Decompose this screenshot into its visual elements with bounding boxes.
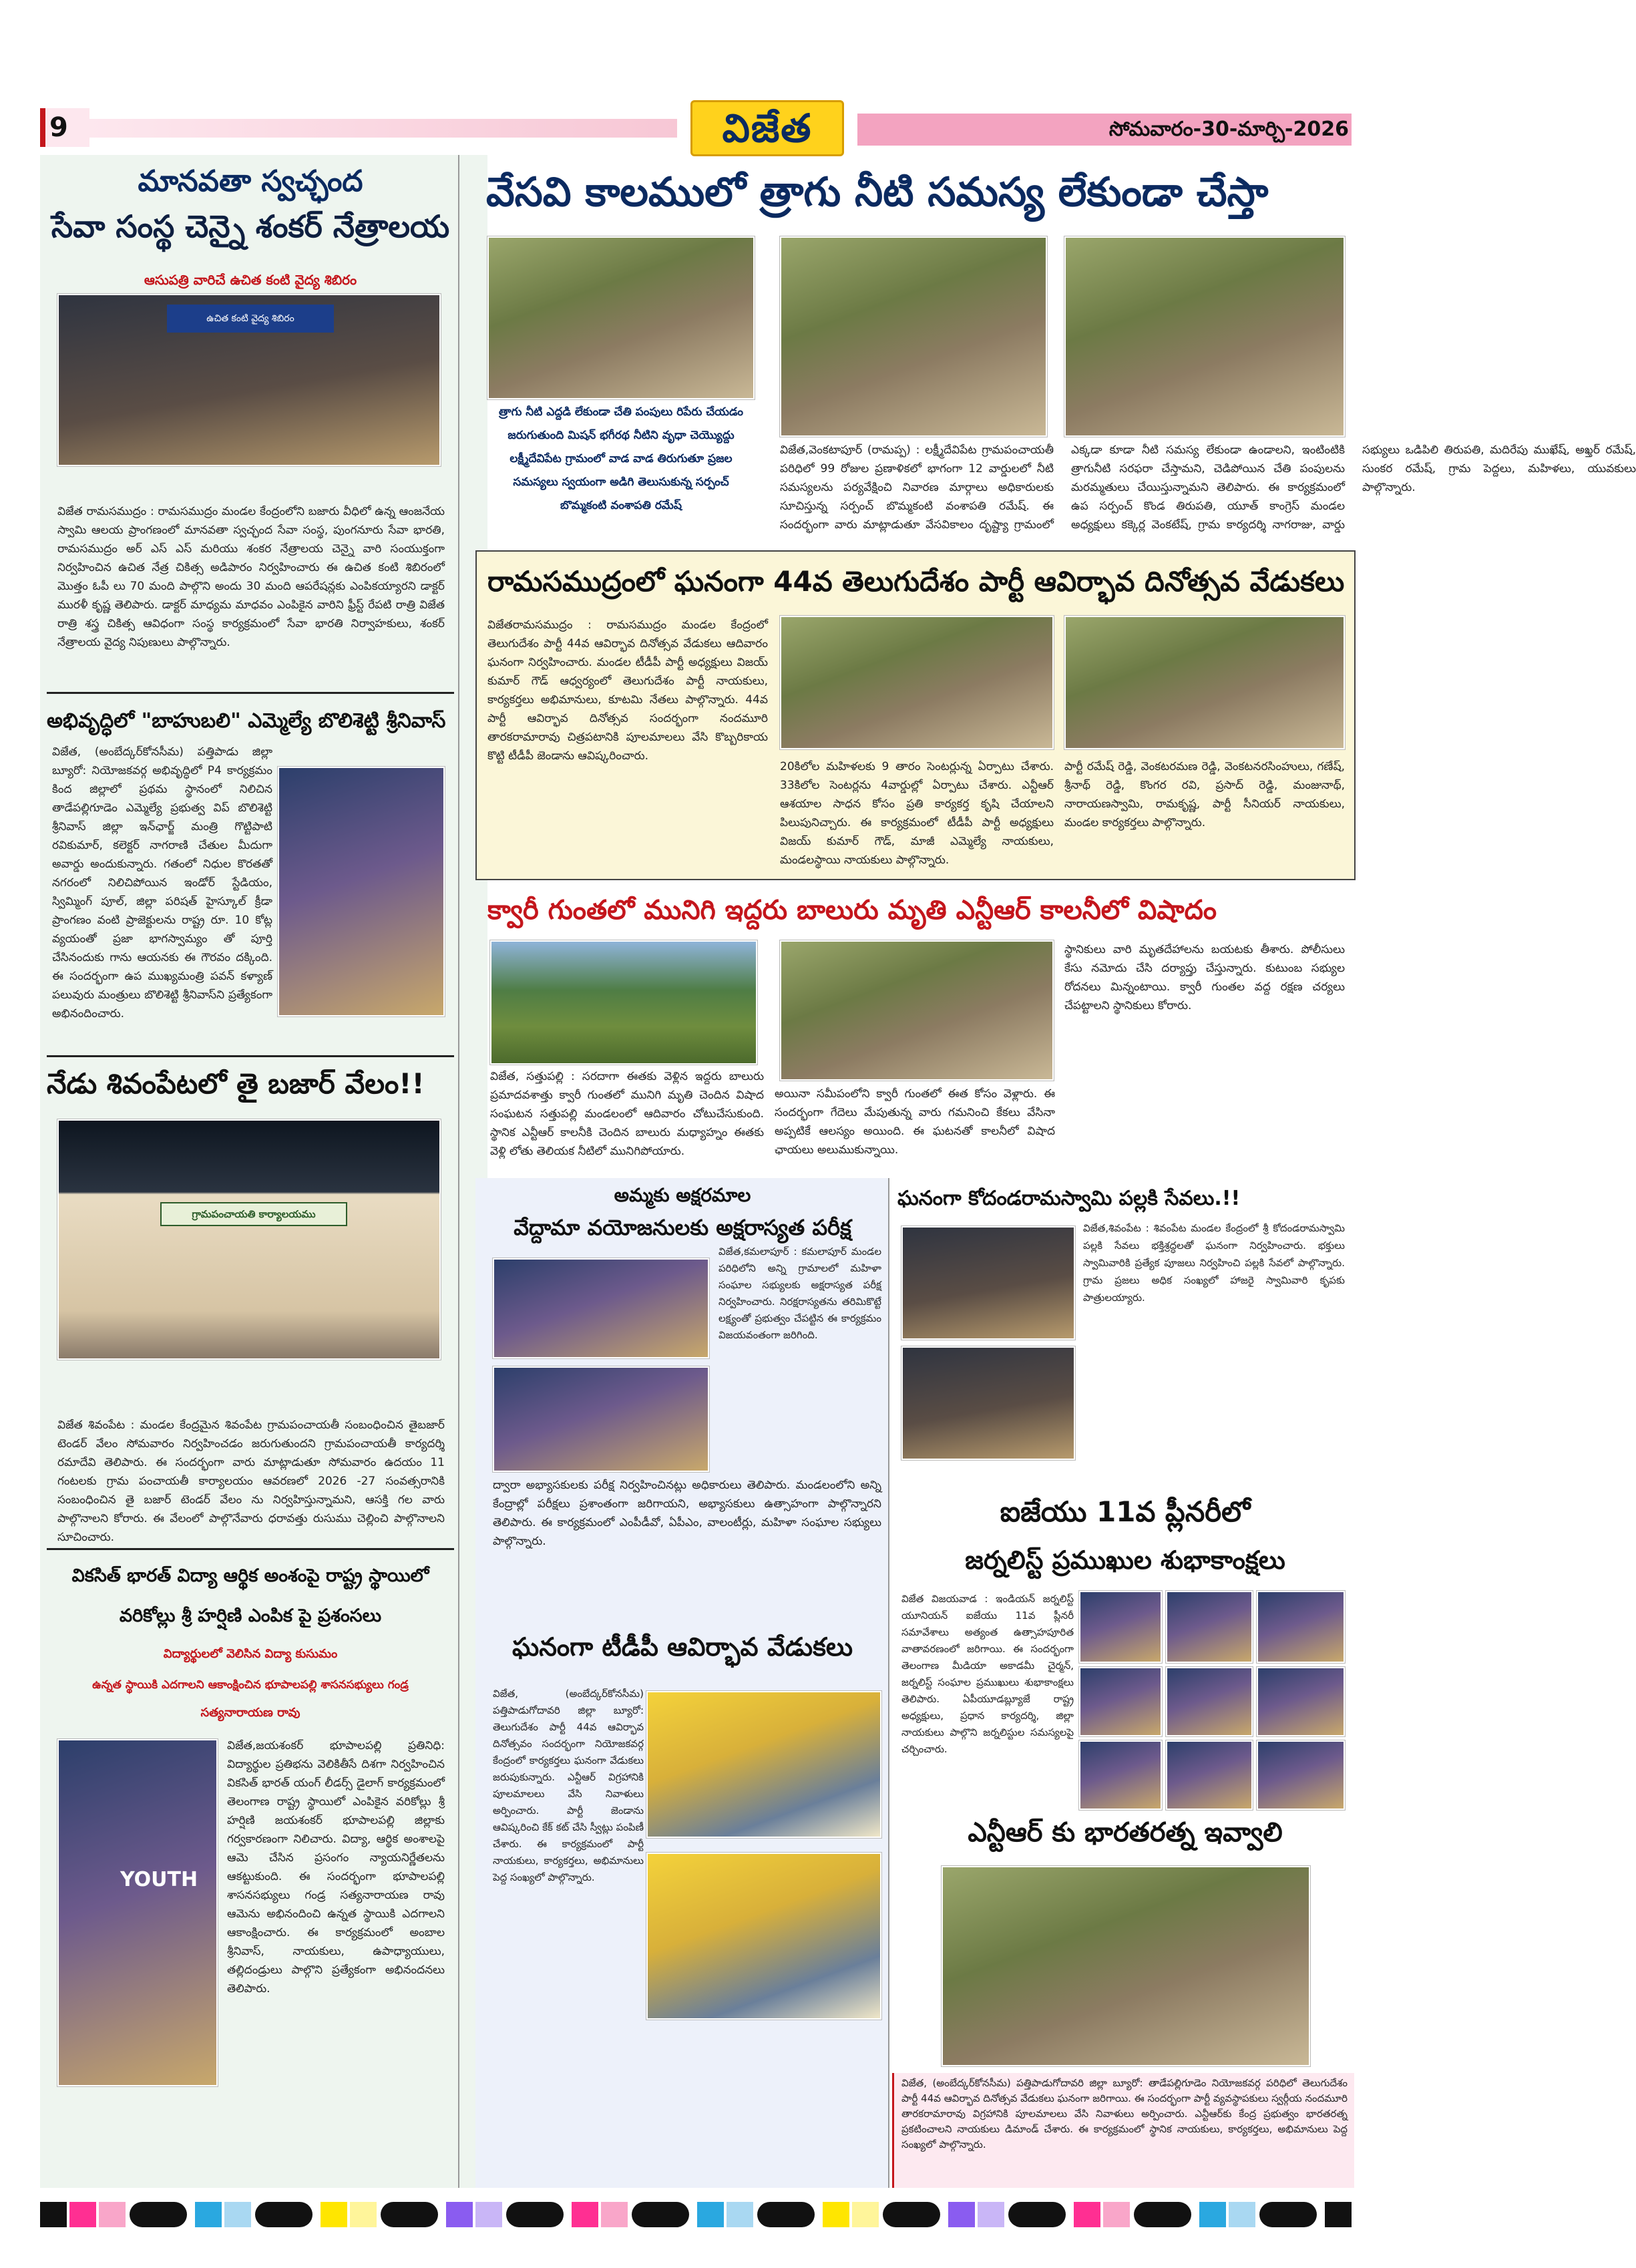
print-swatch-24 xyxy=(978,2202,1004,2227)
tdp-celebration-photo-1 xyxy=(646,1691,881,1838)
story-2-body-1: విజేతరామసముద్రం : రామసముద్రం మండల కేంద్రంలో తెలుగుదేశం పార్టీ 44వ ఆవిర్భావ దినోత్సవ వేడుకలు ఆదివారం ఘనంగా నిర్వహించారు. మండల టీడీపీ పార్టీ అధ్యక్షులు విజయ్ కుమార్ గౌడ్ ఆధ్వర్యంలో తెలుగుదేశం పార్టీ నాయకులు, కార్యకర్తలు అభిమానులు, కూటమి నేతలు పాల్గొన్నారు. 44వ పార్టీ ఆవిర్భావ దినోత్సవ సందర్భంగా నందమూరి తారకరామారావు చిత్రపటానికి పూలమాలలు వేసి కొబ్బరికాయ కొట్టి టీడీపీ జెండాను ఆవిష్కరించారు. xyxy=(487,618,768,763)
palanquin-title: ఘనంగా కోదండరామస్వామి పల్లకి సేవలు.!! xyxy=(897,1187,1241,1210)
print-swatch-17 xyxy=(697,2202,724,2227)
story-1-title: వేసవి కాలములో త్రాగు నీటి సమస్య లేకుండా చేస్తా xyxy=(486,169,1269,216)
plenary-title-line-1: ఐజేయు 11వ ప్లీనరీలో xyxy=(1000,1495,1251,1528)
article-4-title-line-1: వికసిత్ భారత్ విద్యా ఆర్థిక అంశంపై రాష్ట్ర స్థాయిలో xyxy=(71,1565,429,1586)
print-swatch-10 xyxy=(381,2202,438,2227)
print-swatch-14 xyxy=(572,2202,598,2227)
header-left-bar xyxy=(89,119,677,138)
youth-poster-label: YOUTH xyxy=(120,1868,198,1891)
quarry-pond-photo xyxy=(490,940,757,1065)
article-4-body: విజేత,జయశంకర్ భూపాలపల్లి ప్రతినిధి: విద్యార్థుల ప్రతిభను వెలికితీసే దిశగా నిర్వహించిన వికసిత్ భారత్ యంగ్ లీడర్స్ డైలాగ్ కార్యక్రమంలో తెలంగాణ రాష్ట్ర స్థాయిలో ఎంపికైన వరికోల్లు శ్రీ హర్షిణి జయశంకర్ భూపాలపల్లి జిల్లాకు గర్వకారణంగా నిలిచారు. విద్యా, ఆర్థిక అంశాలపై ఆమె చేసిన ప్రసంగం న్యాయనిర్ణేతలను ఆకట్టుకుంది. ఈ సందర్భంగా భూపాలపల్లి శాసనసభ్యులు గండ్ర సత్యనారాయణ రావు ఆమెను అభినందించి ఉన్నత స్థాయికి ఎదగాలని ఆకాంక్షించారు. ఈ కార్యక్రమంలో అంబాల శ్రీనివాస్, నాయకులు, ఉపాధ్యాయులు, తల్లిదండ్రులు పాల్గొని ప్రత్యేకంగా అభినందనలు తెలిపారు. xyxy=(227,1739,445,1996)
story-1-body: విజేత,వెంకటాపూర్ (రామప్ప) : లక్ష్మీదేవిపేట గ్రామపంచాయతీ పరిధిలో 99 రోజుల ప్రణాళికలో భాగంగా 12 వార్డులలో నీటి సమస్యలను పర్యవేక్షించి నివారణ మార్గాలు అధికారులకు సూచిస్తున్న సర్పంచ్ బొమ్మకంటి వంశాపతి రమేష్. ఈ సందర్భంగా వారు మాట్లాడుతూ వేసవికాలం దృష్ట్యా గ్రామంలో ఎక్కడా కూడా నీటి సమస్య లేకుండా ఉండాలని, ఇంటింటికి త్రాగునీటి సరఫరా చేస్తామని, చెడిపోయిన చేతి పంపులను మరమ్మతులు చేయిస్తున్నామని తెలిపారు. ఈ కార్యక్రమంలో ఉప సర్పంచ్ కొండ తిరుపతి, యూత్ కాంగ్రెస్ మండల అధ్యక్షులు కక్కెర్ల వెంకటేష్, గ్రామ కార్యదర్శి నాగరాజు, వార్డు సభ్యులు ఒడిపిలి తిరుపతి, మదిరేపు ముఖేష్, అఖ్తర్ రమేష్, సుంకర రమేష్, గ్రామ పెద్దలు, మహిళలు, యువకులు పాల్గొన్నారు. xyxy=(780,443,1636,532)
tdp-celebration-body: విజేత, (అంబేద్కర్‌కోనసీమ) పత్తిపాడుగోదావరి జిల్లా బ్యూరో: తెలుగుదేశం పార్టీ 44వ ఆవిర్భావ దినోత్సవం సందర్భంగా నియోజకవర్గ కేంద్రంలో కార్యకర్తలు ఘనంగా వేడుకలు జరుపుకున్నారు. ఎన్టీఆర్ విగ్రహానికి పూలమాలలు వేసి నివాళులు అర్పించారు. పార్టీ జెండాను ఆవిష్కరించి కేక్ కట్ చేసి స్వీట్లు పంపిణీ చేశారు. ఈ కార్యక్రమంలో పార్టీ నాయకులు, కార్యకర్తలు, అభిమానులు పెద్ద సంఖ్యలో పాల్గొన్నారు. xyxy=(493,1688,644,1883)
plenary-photo-9 xyxy=(1257,1740,1345,1810)
mla-portrait-photo xyxy=(278,767,445,1016)
print-swatch-21 xyxy=(852,2202,879,2227)
article-2-title: అభివృద్ధిలో "బాహుబలి" ఎమ్మెల్యే బొలిశెట్టి శ్రీనివాస్ xyxy=(47,709,446,733)
print-swatch-23 xyxy=(948,2202,975,2227)
story-3-body-2: అయినా సమీపంలోని క్వారీ గుంతలో ఈత కోసం వెళ్లారు. ఈ సందర్భంగా గేదెలు మేపుతున్న వారు గమనించి కేకలు వేసినా అప్పటికే ఆలస్యం అయింది. ఈ ఘటనతో కాలనీలో విషాద ఛాయలు అలుముకున్నాయి. xyxy=(775,1087,1055,1157)
print-swatch-8 xyxy=(321,2202,347,2227)
date-text: సోమవారం-30-మార్చి-2026 xyxy=(1108,118,1349,141)
masthead-logo: విజేత xyxy=(722,106,813,151)
masthead-band xyxy=(0,0,1380,99)
story-3-body-1: విజేత, సత్తుపల్లి : సరదాగా ఈతకు వెళ్లిన ఇద్దరు బాలురు ప్రమాదవశాత్తు క్వారీ గుంతలో మునిగి మృతి చెందిన విషాద సంఘటన సత్తుపల్లి మండలంలో ఆదివారం చోటుచేసుకుంది. స్థానిక ఎన్టీఆర్ కాలనీకి చెందిన బాలురు మధ్యాహ్నం ఈతకు వెళ్లి లోతు తెలియక నీటిలో మునిగిపోయారు. xyxy=(490,1070,764,1158)
article-4-subtitle-3: సత్యనారాయణ రావు xyxy=(200,1706,300,1720)
article-1-body: విజేత రామసముద్రం : రామసముద్రం మండల కేంద్రంలోని బజారు వీధిలో ఉన్న ఆంజనేయ స్వామి ఆలయ ప్రాంగణంలో మానవతా స్వచ్ఛంద సేవా సంస్థ, పుంగనూరు సేవా భారతి, రామసముద్రం అర్ ఎస్ ఎస్ మరియు శంకర నేత్రాలయ చెన్నై వారి సంయుక్తంగా నిర్వహించిన ఉచిత నేత్ర చికిత్స అడిపారం నిర్వహించారు ఈ ఉచిత కంటి శిబిరంలో మొత్తం ఓపీ లు 70 మంది పాల్గొని అందు 30 మంది ఆపరేషన్లకు ఎంపికయ్యారని డాక్టర్ మురళీ కృష్ణ తెలిపారు. డాక్టర్ మాధ్యమ మాధవం ఎంపికైన వారిని ఫ్రీస్ట్ రేపటి రాత్రి విజేత రాత్రి శస్త్ర చికిత్స ఆవిధంగా సంస్థ కార్యక్రమంలో సేవా భారతి నిర్వాహకులు, శంకర్ నేత్రాలయ వైద్య నిపుణులు పాల్గొన్నారు. xyxy=(57,505,445,649)
plenary-photo-6 xyxy=(1257,1667,1345,1736)
print-swatch-12 xyxy=(475,2202,502,2227)
story-1-photo-1 xyxy=(487,236,755,399)
plenary-photo-5 xyxy=(1166,1667,1253,1736)
article-2-body: విజేత, (అంబేద్కర్‌కోనసీమ) పత్తిపాడు జిల్లా బ్యూరో: నియోజకవర్గ అభివృద్ధిలో P4 కార్యక్రమం కింద జిల్లాలో ప్రథమ స్థానంలో నిలిచిన తాడేపల్లిగూడెం ఎమ్మెల్యే ప్రభుత్వ విప్ బొలిశెట్టి శ్రీనివాస్ జిల్లా ఇన్‌ఛార్జ్ మంత్రి గొట్టిపాటి రవికుమార్, కలెక్టర్ నాగరాణి చేతుల మీదుగా అవార్డు అందుకున్నారు. గతంలో నిధుల కొరతతో నగరంలో నిలిచిపోయిన ఇండోర్ స్టేడియం, స్విమ్మింగ్ పూల్, జిల్లా పరిషత్ హైస్కూల్ క్రీడా ప్రాంగణం వంటి ప్రాజెక్టులను రాష్ట్ర రూ. 10 కోట్ల వ్యయంతో ప్రజా భాగస్వామ్యం తో పూర్తి చేసినందుకు గాను ఆయనకు ఈ గౌరవం దక్కింది. ఈ సందర్భంగా ఉప ముఖ్యమంత్రి పవన్ కళ్యాణ్ పలువురు మంత్రులు బొలిశెట్టి శ్రీనివాస్‌ని ప్రత్యేకంగా అభినందించారు. xyxy=(52,745,272,1020)
print-swatch-1 xyxy=(40,2202,67,2227)
print-swatch-20 xyxy=(823,2202,849,2227)
print-swatch-30 xyxy=(1229,2202,1255,2227)
article-4-title-line-2: వరికోల్లు శ్రీ హర్షిణి ఎంపిక పై ప్రశంసలు xyxy=(119,1605,382,1626)
literacy-photo-2 xyxy=(493,1366,709,1472)
article-3-body: విజేత శివంపేట : మండల కేంద్రమైన శివంపేట గ్రామపంచాయతీ సంబంధించిన తైబజార్ టెండర్ వేలం సోమవారం నిర్వహించడం జరుగుతుందని గ్రామపంచాయతీ కార్యదర్శి రమాదేవి తెలిపారు. ఈ సందర్భంగా వారు మాట్లాడుతూ సోమవారం ఉదయం 11 గంటలకు గ్రామ పంచాయతీ కార్యాలయం ఆవరణలో 2026 -27 సంవత్సరానికి సంబంధించిన తై బజార్ టెండర్ వేలం ను నిర్వహిస్తున్నామని, ఆసక్తి గల వారు పాల్గొనాలని కోరారు. ఈ వేలంలో పాల్గొనేవారు ధరావత్తు రుసుము చెల్లించి పాల్గొనాలని సూచించారు. xyxy=(57,1419,445,1544)
print-swatch-4 xyxy=(130,2202,187,2227)
article-1-subtitle: ఆసుపత్రి వారిచే ఉచిత కంటి వైద్య శిబిరం xyxy=(144,272,357,288)
plenary-photo-2 xyxy=(1166,1591,1253,1663)
bharat-ratna-title: ఎన్టీఆర్ కు భారతరత్న ఇవ్వాలి xyxy=(968,1817,1283,1848)
tdp-celebration-photo-2 xyxy=(646,1853,881,2020)
article-4-subtitle-1: విద్యార్థులలో వెలిసిన విద్యా కుసుమం xyxy=(163,1647,338,1661)
palanquin-photo-1 xyxy=(901,1226,1075,1340)
literacy-body-2: ద్వారా అభ్యాసకులకు పరీక్ష నిర్వహించినట్లు అధికారులు తెలిపారు. మండలంలోని అన్ని కేంద్రాల్లో పరీక్షలు ప్రశాంతంగా జరిగాయని, అభ్యాసకులు ఉత్సాహంగా పాల్గొన్నారని తెలిపారు. ఈ కార్యక్రమంలో ఎంపీడీవో, ఏపీఎం, వాలంటీర్లు, మహిళా సంఘాల సభ్యులు పాల్గొన్నారు. xyxy=(493,1479,881,1548)
story-2-body-2: 20కిలోల మహిళలకు 9 తారం సెంటర్లున్న ఏర్పాటు చేశారు. 33కిలోల సెంటర్లను 4వార్డుల్లో ఏర్పాటు చేశారు. ఎన్టీఆర్ ఆశయాల సాధన కోసం ప్రతి కార్యకర్త కృషి చేయాలని పిలుపునిచ్చారు. ఈ కార్యక్రమంలో టీడీపీ పార్టీ అధ్యక్షులు విజయ్ కుమార్ గౌడ్, మాజీ ఎమ్మెల్యే నాయకులు, మండలస్థాయి నాయకులు పాల్గొన్నారు. xyxy=(780,760,1054,867)
story-3-body-3: స్థానికులు వారి మృతదేహాలను బయటకు తీశారు. పోలీసులు కేసు నమోదు చేసి దర్యాప్తు చేస్తున్నారు. కుటుంబ సభ్యుల రోదనలు మిన్నంటాయి. క్వారీ గుంతల వద్ద రక్షణ చర్యలు చేపట్టాలని స్థానికులు కోరారు. xyxy=(1064,943,1345,1012)
literacy-title-line-2: వేద్దామా వయోజనులకు అక్షరాస్యత పరీక్ష xyxy=(514,1215,851,1240)
article-4-subtitle-2: ఉన్నత స్థాయికి ఎదగాలని ఆకాంక్షించిన భూపాలపల్లి శాసనసభ్యులు గండ్ర xyxy=(92,1678,409,1692)
panchayat-signboard: గ్రామపంచాయతి కార్యాలయము xyxy=(160,1202,347,1226)
print-swatch-13 xyxy=(506,2202,564,2227)
palanquin-body: విజేత,శివంపేట : శివంపేట మండల కేంద్రంలో శ్రీ కోదండరామస్వామి పల్లకి సేవలు భక్తిశ్రద్ధలతో ఘనంగా నిర్వహించారు. భక్తులు స్వామివారికి ప్రత్యేక పూజలు నిర్వహించి పల్లకి సేవలో పాల్గొన్నారు. గ్రామ ప్రజలు అధిక సంఖ్యలో హాజరై స్వామివారి కృపకు పాత్రులయ్యారు. xyxy=(1083,1222,1345,1304)
eye-camp-banner: ఉచిత కంటి వైద్య శిబిరం xyxy=(167,305,334,333)
plenary-body: విజేత విజయవాడ : ఇండియన్ జర్నలిస్ట్ యూనియన్ ఐజేయు 11వ ప్లీనరీ సమావేశాలు అత్యంత ఉత్సాహపూరిత వాతావరణంలో జరిగాయి. ఈ సందర్భంగా తెలంగాణ మీడియా అకాడమీ చైర్మన్, జర్నలిస్ట్ సంఘాల ప్రముఖులు శుభాకాంక్షలు తెలిపారు. ఏపీయూడబ్ల్యూజే రాష్ట్ర అధ్యక్షులు, ప్రధాన కార్యదర్శి, జిల్లా నాయకులు పాల్గొని జర్నలిస్టుల సమస్యలపై చర్చించారు. xyxy=(901,1593,1074,1755)
print-swatch-15 xyxy=(601,2202,628,2227)
literacy-photo-1 xyxy=(493,1258,709,1358)
column-divider xyxy=(458,155,459,2188)
print-swatch-25 xyxy=(1008,2202,1066,2227)
plenary-photo-1 xyxy=(1079,1591,1162,1663)
bharat-ratna-body: విజేత, (అంబేద్కర్‌కోనసీమ) పత్తిపాడుగోదావరి జిల్లా బ్యూరో: తాడేపల్లిగూడెం నియోజకవర్గ పరిధిలో తెలుగుదేశం పార్టీ 44వ ఆవిర్భావ దినోత్సవ వేడుకలు ఘనంగా జరిగాయి. ఈ సందర్భంగా పార్టీ వ్యవస్థాపకులు స్వర్గీయ నందమూరి తారకరామారావు విగ్రహానికి పూలమాలలు వేసి నివాళులు అర్పించారు. ఎన్టీఆర్‌కు కేంద్ర ప్రభుత్వం భారతరత్న ప్రకటించాలని నాయకులు డిమాండ్ చేశారు. ఈ కార్యక్రమంలో స్థానిక నాయకులు, కార్యకర్తలు, అభిమానులు పెద్ద సంఖ్యలో పాల్గొన్నారు. xyxy=(901,2077,1348,2150)
story-2-body-3: పార్టీ రమేష్ రెడ్డి, వెంకటరమణ రెడ్డి, వెంకటనరసింహులు, గణేష్, శ్రీనాథ్ రెడ్డి, కొంగర రవి, ప్రసాద్ రెడ్డి, మంజునాథ్, నారాయణస్వామి, రామకృష్ణ, పార్టీ సీనియర్ నాయకులు, మండల కార్యకర్తలు పాల్గొన్నారు. xyxy=(1064,760,1345,829)
print-swatch-18 xyxy=(727,2202,753,2227)
print-swatch-26 xyxy=(1074,2202,1100,2227)
story-1-photo-3 xyxy=(1064,236,1345,437)
plenary-photo-7 xyxy=(1079,1740,1162,1810)
ambulance-photo xyxy=(780,940,1054,1081)
literacy-body-1: విజేత,కమలాపూర్ : కమలాపూర్ మండల పరిధిలోని అన్ని గ్రామాలలో మహిళా సంఘాల సభ్యులకు అక్షరాస్యత పరీక్ష నిర్వహించారు. నిరక్షరాస్యతను తరిమికొట్టే లక్ష్యంతో ప్రభుత్వం చేపట్టిన ఈ కార్యక్రమం విజయవంతంగా జరిగింది. xyxy=(719,1246,881,1341)
print-swatch-6 xyxy=(224,2202,251,2227)
print-swatch-28 xyxy=(1134,2202,1191,2227)
print-swatch-29 xyxy=(1199,2202,1226,2227)
print-swatch-11 xyxy=(446,2202,473,2227)
story-1-caption: త్రాగు నీటి ఎద్దడి లేకుండా చేతి పంపులు రిపేరు చేయడం జరుగుతుంది మిషన్ భగీరథ నీటిని వృధా చెయ్యొద్దు లక్ష్మీదేవిపేట గ్రామంలో వాడ వాడ తిరుగుతూ ప్రజల సమస్యలు స్వయంగా అడిగి తెలుసుకున్న సర్పంచ్ బొమ్మకంటి వంశాపతి రమేష్ xyxy=(499,405,743,512)
article-1-title-line-1: మానవతా స్వచ్ఛంద xyxy=(138,164,363,198)
print-swatch-27 xyxy=(1103,2202,1130,2227)
left-rule-2 xyxy=(47,1055,454,1057)
ntr-statue-photo xyxy=(942,1866,1310,2066)
article-3-title: నేడు శివంపేటలో తై బజార్ వేలం!! xyxy=(47,1067,425,1100)
story-2-photo-2 xyxy=(1064,616,1345,749)
story-3-title: క్వారీ గుంతలో మునిగి ఇద్దరు బాలురు మృతి ఎన్టీఆర్ కాలనీలో విషాదం xyxy=(487,895,1217,926)
print-swatch-31 xyxy=(1259,2202,1317,2227)
print-swatch-7 xyxy=(255,2202,313,2227)
plenary-title-line-2: జర్నలిస్ట్ ప్రముఖుల శుభాకాంక్షలు xyxy=(965,1545,1285,1575)
print-swatch-3 xyxy=(99,2202,126,2227)
palanquin-photo-2 xyxy=(901,1346,1075,1460)
print-swatch-32 xyxy=(1325,2202,1352,2227)
tdp-celebration-title: ఘనంగా టీడీపీ ఆవిర్భావ వేడుకలు xyxy=(512,1632,853,1662)
plenary-photo-4 xyxy=(1079,1667,1162,1736)
article-1-title-line-2: సేవా సంస్థ చెన్నై శంకర్ నేత్రాలయ xyxy=(51,208,450,244)
literacy-title-line-1: అమ్మకు అక్షరమాల xyxy=(614,1184,751,1206)
left-rule-1 xyxy=(47,692,454,694)
panchayat-office-photo xyxy=(57,1119,441,1360)
plenary-photo-3 xyxy=(1257,1591,1345,1663)
page-number: 9 xyxy=(49,112,68,143)
story-1-photo-2 xyxy=(780,236,1047,437)
plenary-photo-8 xyxy=(1166,1740,1253,1810)
print-swatch-5 xyxy=(195,2202,222,2227)
print-swatch-19 xyxy=(757,2202,815,2227)
left-rule-3 xyxy=(47,1548,454,1550)
print-swatch-2 xyxy=(69,2202,96,2227)
print-swatch-22 xyxy=(883,2202,940,2227)
story-2-photo-1 xyxy=(780,616,1054,749)
print-swatch-16 xyxy=(632,2202,689,2227)
print-swatch-9 xyxy=(350,2202,377,2227)
story-2-title: రామసముద్రంలో ఘనంగా 44వ తెలుగుదేశం పార్టీ ఆవిర్భావ దినోత్సవ వేడుకలు xyxy=(487,565,1345,598)
